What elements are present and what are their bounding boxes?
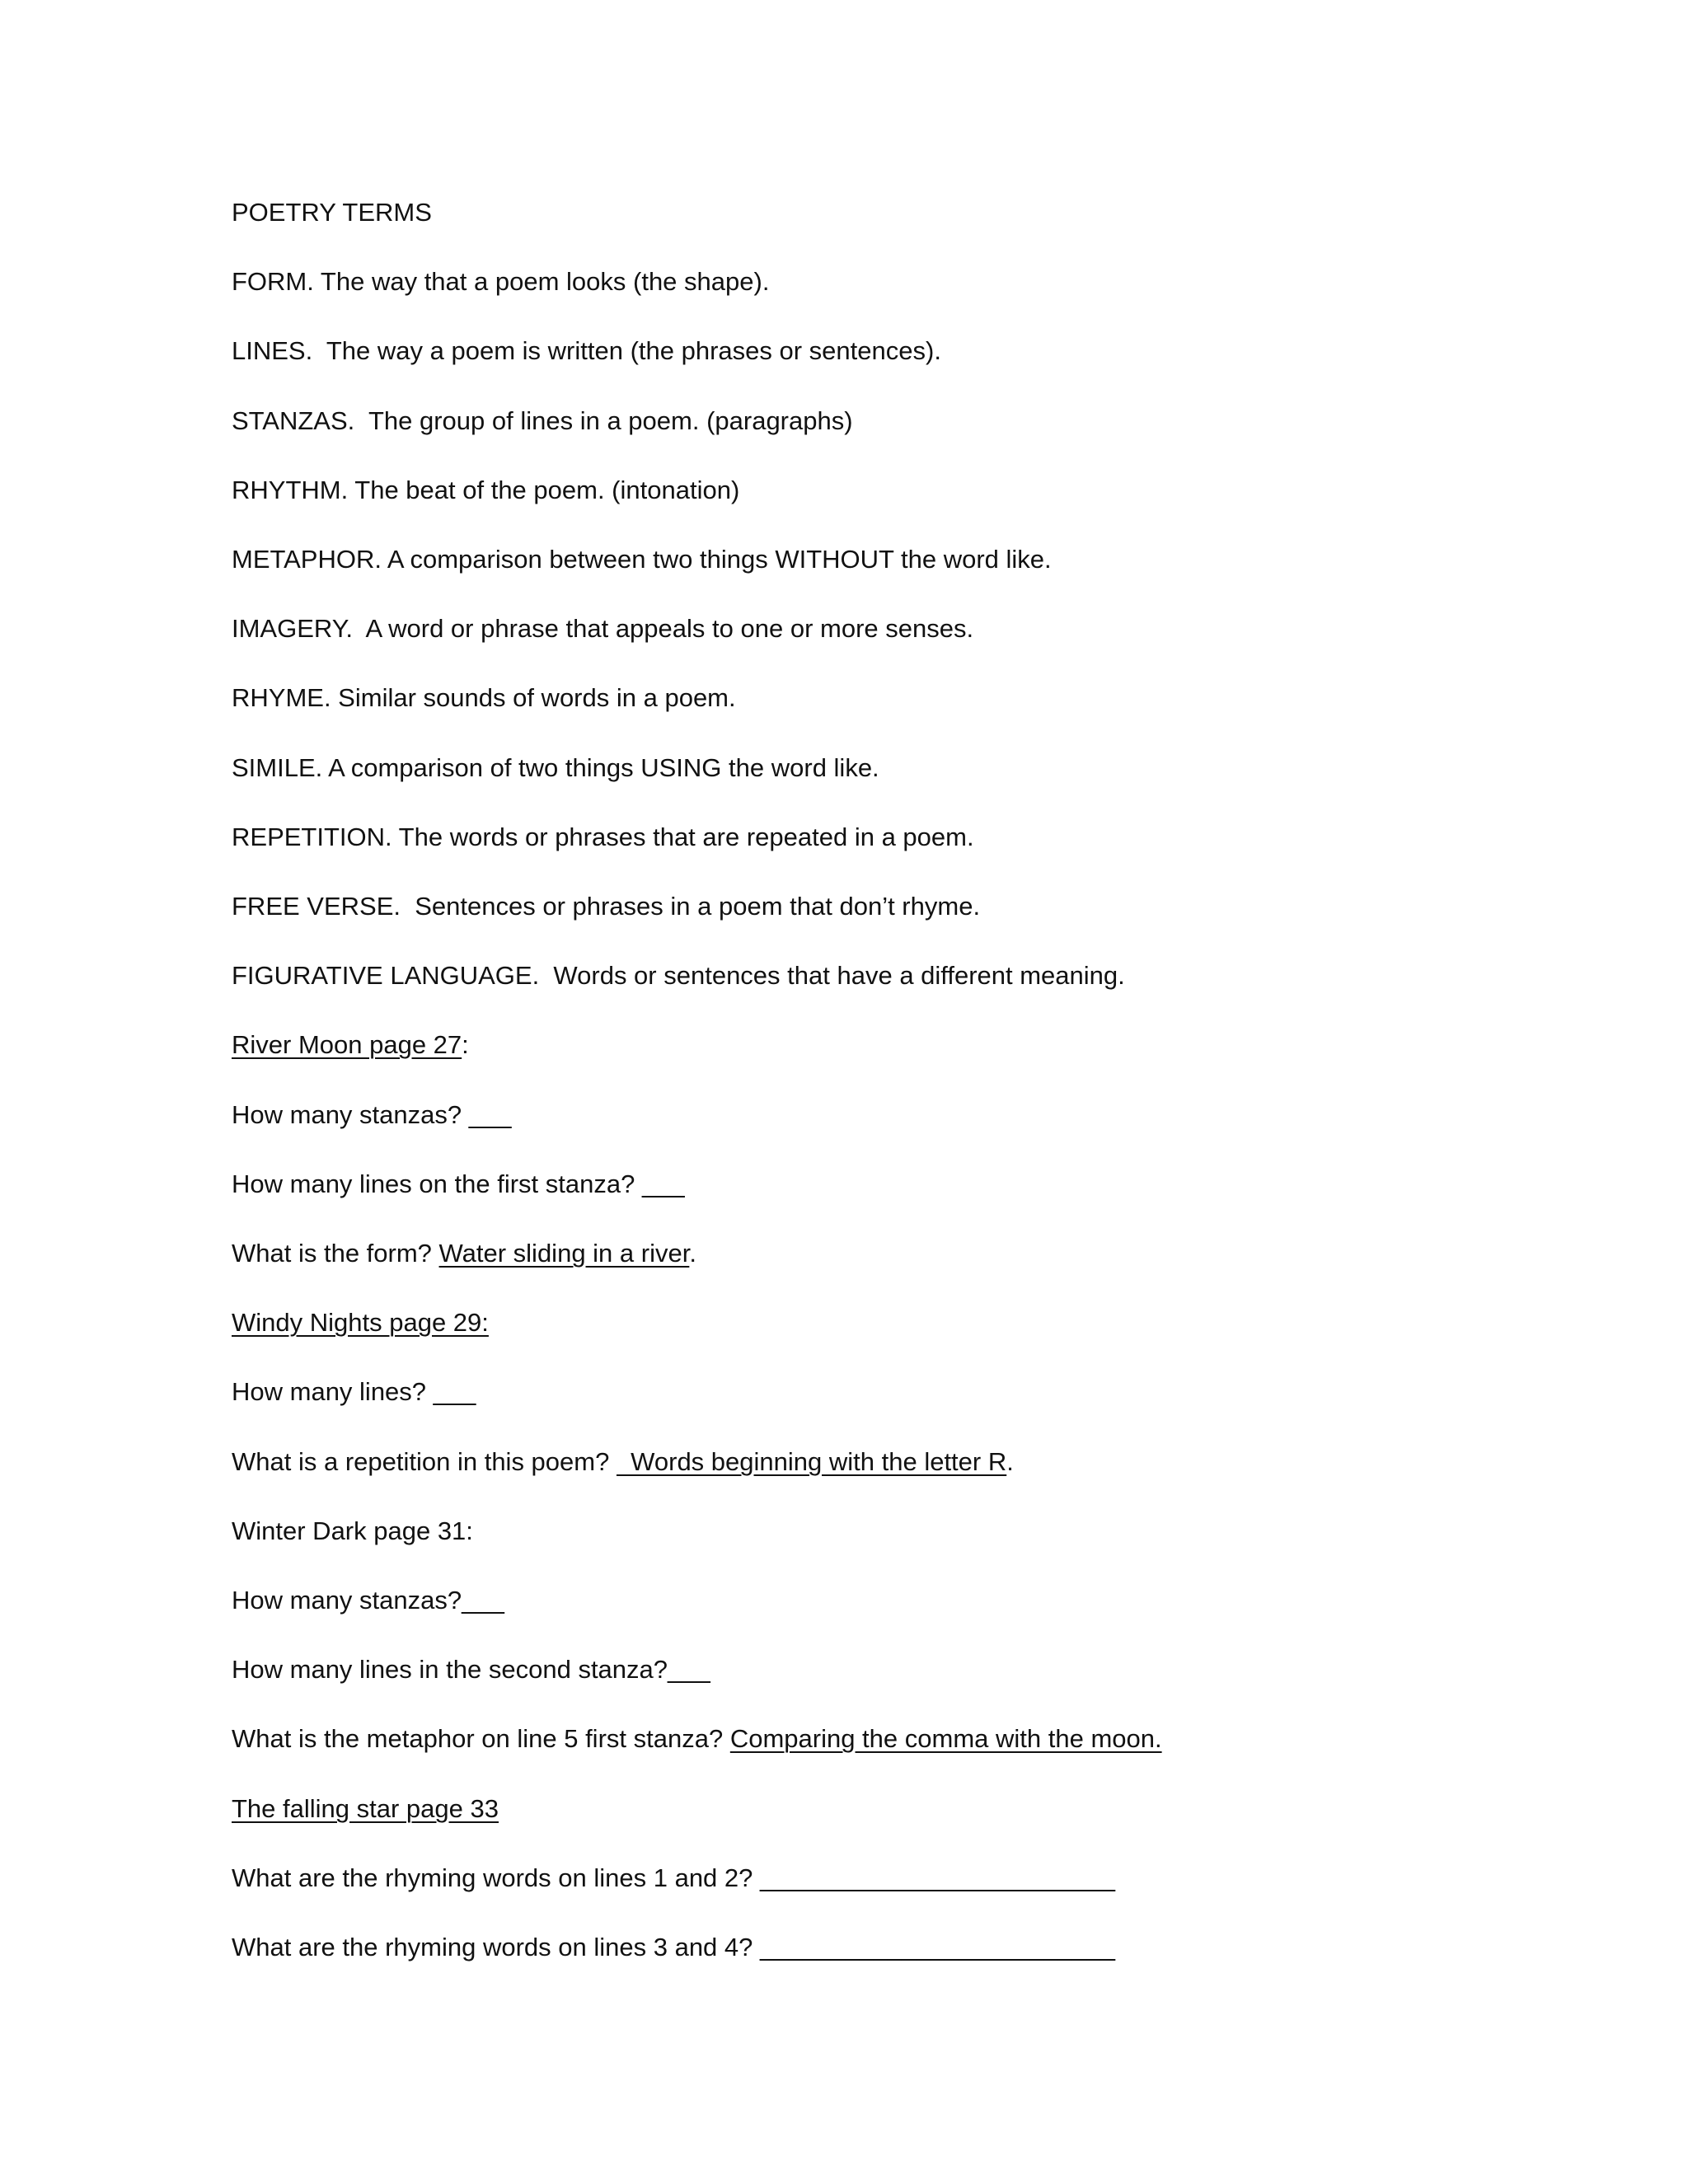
- heading-colon: :: [462, 1030, 469, 1059]
- term-form: FORM. The way that a poem looks (the shape).: [232, 267, 770, 296]
- question-text: What is a repetition in this poem?: [232, 1447, 617, 1476]
- winter-dark-question-lines: How many lines in the second stanza?___: [232, 1655, 710, 1684]
- term-rhyme: RHYME. Similar sounds of words in a poem.: [232, 683, 736, 712]
- term-simile: SIMILE. A comparison of two things USING the word like.: [232, 753, 879, 782]
- answer-text: Comparing the comma with the moon.: [729, 1724, 1162, 1753]
- term-repetition: REPETITION. The words or phrases that are repeated in a poem.: [232, 823, 974, 851]
- winter-dark-heading: Winter Dark page 31:: [232, 1516, 473, 1545]
- windy-nights-heading: [232, 1306, 489, 1339]
- answer-period: .: [1006, 1447, 1014, 1476]
- term-free-verse: FREE VERSE. Sentences or phrases in a poem that don’t rhyme.: [232, 892, 981, 921]
- question-text: What is the form?: [232, 1239, 439, 1268]
- answer-text: Words beginning with the letter R: [616, 1447, 1007, 1476]
- falling-star-question-rhyme-3-4: What are the rhyming words on lines 3 and 4? _________________________: [232, 1933, 1116, 1961]
- river-moon-question-form: [232, 1237, 696, 1270]
- river-moon-title: River Moon page 27: [232, 1030, 462, 1059]
- term-metaphor: METAPHOR. A comparison between two things WITHOUT the word like.: [232, 545, 1052, 574]
- term-imagery: IMAGERY. A word or phrase that appeals to one or more senses.: [232, 614, 974, 643]
- falling-star-question-rhyme-1-2: What are the rhyming words on lines 1 and 2? _________________________: [232, 1863, 1116, 1892]
- winter-dark-question-metaphor: [232, 1722, 1162, 1755]
- river-moon-heading: [232, 1029, 469, 1062]
- term-rhythm: RHYTHM. The beat of the poem. (intonation): [232, 476, 740, 504]
- term-figurative-language: FIGURATIVE LANGUAGE. Words or sentences that have a different meaning.: [232, 961, 1125, 990]
- answer-period: .: [689, 1239, 696, 1268]
- term-stanzas: STANZAS. The group of lines in a poem. (paragraphs): [232, 406, 853, 435]
- term-lines: LINES. The way a poem is written (the phrases or sentences).: [232, 336, 941, 365]
- windy-nights-question-lines: How many lines? ___: [232, 1377, 476, 1406]
- winter-dark-question-stanzas: How many stanzas?___: [232, 1586, 504, 1615]
- falling-star-heading: [232, 1793, 499, 1825]
- windy-nights-question-repetition: [232, 1446, 1014, 1479]
- question-text: What is the metaphor on line 5 first stanza?: [232, 1724, 730, 1753]
- falling-star-title: The falling star page 33: [232, 1794, 499, 1823]
- windy-nights-title: Windy Nights page 29:: [232, 1308, 489, 1337]
- river-moon-question-lines: How many lines on the first stanza? ___: [232, 1169, 685, 1198]
- river-moon-question-stanzas: How many stanzas? ___: [232, 1100, 512, 1129]
- page-title: POETRY TERMS: [232, 198, 432, 227]
- answer-text: Water sliding in a river: [438, 1239, 690, 1268]
